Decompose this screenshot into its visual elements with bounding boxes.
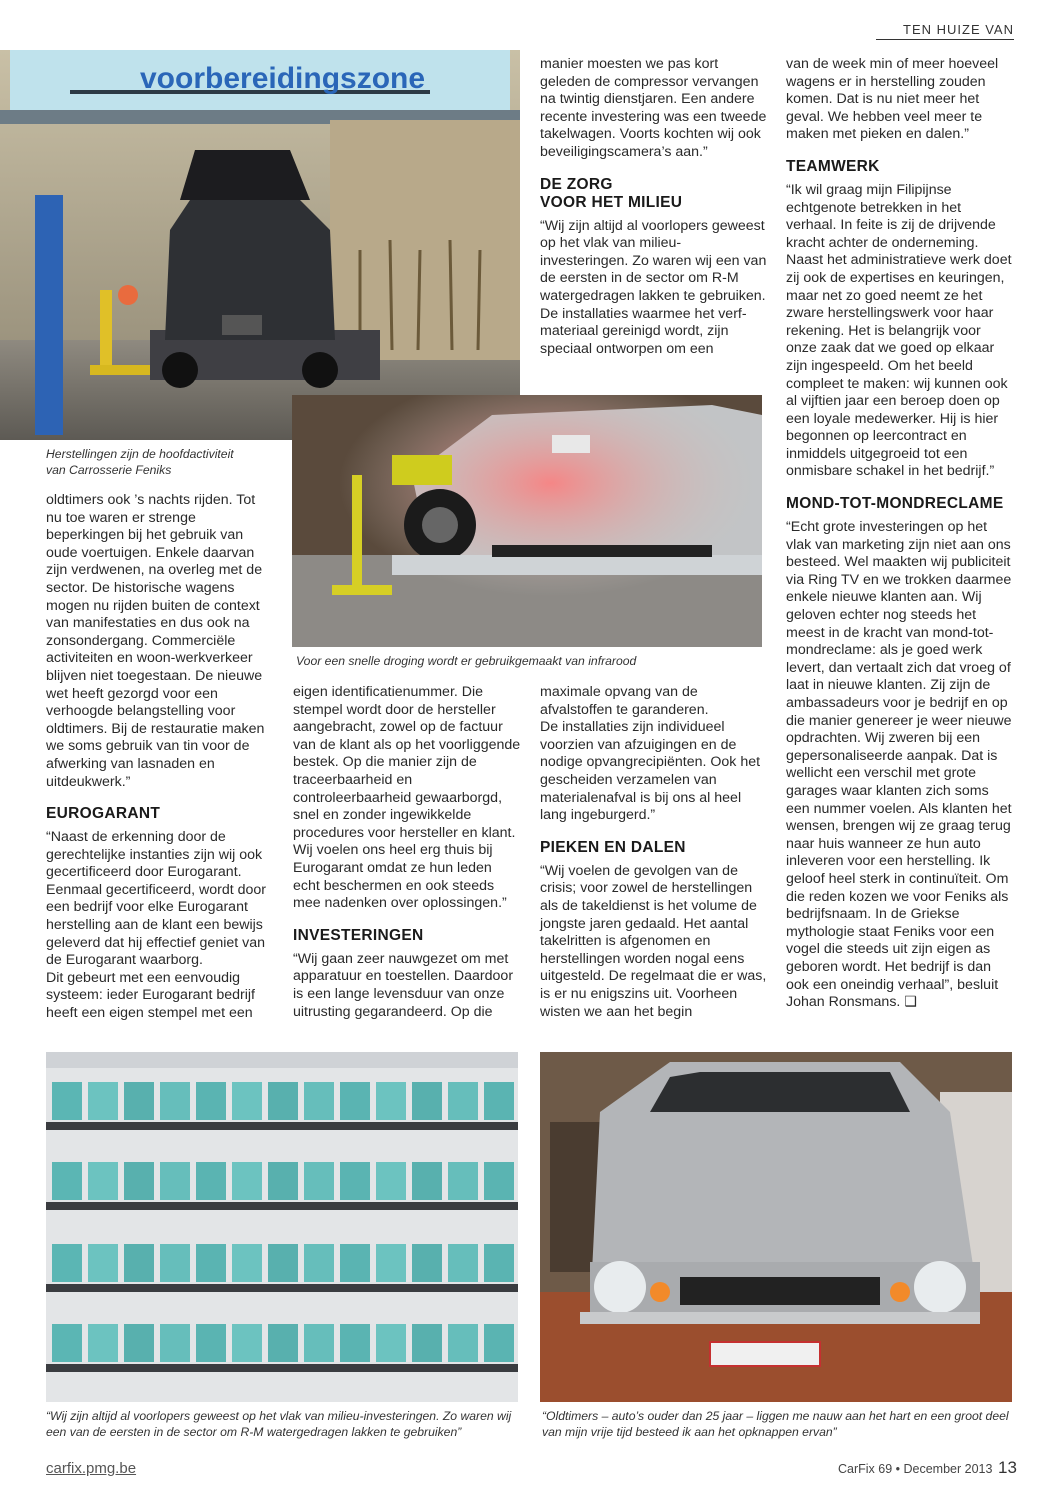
page-number: 13 [998,1458,1017,1477]
column-1 [46,492,274,1023]
end-mark-icon: ❑ [904,994,918,1011]
col4-mond-text [786,519,1014,1012]
col3-milieu-text: “Wij zijn altijd al voorlopers geweest op het vlak van milieu-investeringen. Zo waren wij een van de eersten in de sector om R-M watergedragen lakken te gebruiken. De installaties waarmee het verf-materiaal gereinigd wordt, zijn speciaal ontworpen om een [540,217,767,357]
mond-heading: MOND-TOT-MONDRECLAME [786,495,1004,513]
booth-sign-text: voorbereidingszone [140,62,426,95]
oldtimer-photo [540,1052,1012,1402]
col2-eurogarant-text: eigen identificatienummer. Die stempel wordt door de hersteller aangebracht, zowel op de factuur van de klant als op het voorliggende bestek. Op die manier zijn de traceerbaarheid en controleerbaarheid gewaarborgd, snel en zonder ingewikkelde procedures voor hersteller en klant. Wij voelen ons heel erg thuis bij Eurogarant omdat ze hun leden echt beschermen en ook steeds mee nadenken over oplossingen.” [293,684,521,912]
oldtimer-photo-caption: “Oldtimers – auto’s ouder dan 25 jaar – liggen me nauw aan het hart en een groot deel van mijn vrije tijd besteed ik aan het opknappen ervan” [542,1409,1009,1439]
infrared-photo [292,395,762,647]
infrared-photo-image [292,395,762,647]
oldtimer-image [540,1052,1012,1402]
col4-mond-body: “Echt grote investeringen op het vlak van marketing zijn niet aan ons besteed. Wel maakten wij publiciteit via Ring TV en we trokken daarmee enkele nieuwe klanten aan. Wij geloven echter nog steeds het meest in de kracht van mond-tot-mondreclame: als je goed werk levert, dan vertaalt zich dat vroeg of laat in nieuwe klanten. Zij zijn de ambassadeurs voor je bedrijf en op die manier genereer je weer nieuwe opdrachten. Wij zweren bij een gepersonaliseerde aanpak. Dat is wellicht een verschil met grote garages waar klanten zich soms een nummer voelen. Als klanten het wensen, brengen wij ze graag terug naar huis wanneer ze hun auto inleveren voor een herstelling. Ik geloof heel sterk in continuïteit. Om die reden kozen we voor Feniks als bedrijfsnaam. In de Griekse mythologie staat Feniks voor een vogel die steeds uit zijn eigen as geboren wordt. Het bedrijf is dan ook een oneindig verhaal”, besluit Johan Ronsmans. [786,519,1012,1011]
col3-bottom-text-1: maximale opvang van de afvalstoffen te garanderen. [540,684,709,718]
investeringen-heading: INVESTERINGEN [293,926,424,944]
paint-photo-caption: “Wij zijn altijd al voorlopers geweest op het vlak van milieu-investeringen. Zo waren wij een van de eersten in de sector om R-M watergedragen lakken te gebruiken” [46,1409,512,1439]
col1-intro: oldtimers ook ’s nachts rijden. Tot nu toe waren er strenge beperkingen bij het gebruik van oude voertuigen. Enkele daarvan zijn verdwenen, na overleg met de sector. De historische wagens mogen nu rijden buiten de context van manifestaties en dus ook na zonsondergang. Commerciële activiteiten en woon-werkverkeer blijven niet toegestaan. De nieuwe wet heeft gezorgd voor een verhoogde belangstelling voor oldtimers. Bij de restauratie maken we soms gebruik van tin voor de afwerking van lasnaden en uitdeukwerk.” [46,492,265,790]
paint-shelves-image [46,1052,518,1402]
eurogarant-heading: EUROGARANT [46,805,161,823]
col3-pieken-text: “Wij voelen de gevolgen van de crisis; voor zowel de herstellingen als de takeldienst is het volume de jongste jaren gedaald. Het aantal takelritten is afgenomen en herstellingen worden nogal eens uitgesteld. De regelmaat die er was, is er nu enigszins uit. Voorheen wisten we aan het begin [540,862,767,1020]
footer-url[interactable]: carfix.pmg.be [46,1460,137,1477]
milieu-heading-line-1: DE ZORG [540,175,613,193]
col1-eurogarant-text-2: Dit gebeurt met een eenvoudig systeem: ieder Eurogarant bedrijf heeft een eigen stempel met een [46,969,255,1022]
col3-top-text: manier moesten we pas kort geleden de compressor vervangen na twintig dienstjaren. Een andere recente investering was een tweede takelwagen. Voorts kochten wij ook beveiligingscamera’s aan.” [540,56,767,160]
booth-photo-caption: Herstellingen zijn de hoofdactiviteit van Carrosserie Feniks [46,447,234,477]
col3-bottom-text-2: De installaties zijn individueel voorzien van afzuigingen en de nodige opvangrecipiënten. Ook het gescheiden verzamelen van materialenafval is bij ons al heel lang ingeburgerd.” [540,719,761,824]
paint-shelves-photo [46,1052,518,1402]
footer-issue: CarFix 69 • December 2013 [838,1462,993,1476]
milieu-heading [540,176,768,212]
milieu-heading-line-2: VOOR HET MILIEU [540,193,683,211]
col4-top-text: van de week min of meer hoeveel wagens er in herstelling zouden komen. Dat is nu niet meer het geval. We hebben veel meer te maken met pieken en dalen.” [786,56,999,143]
col2-investeringen-text: “Wij gaan zeer nauwgezet om met apparatuur en toestellen. Daardoor is een lange levensduur van onze uitrusting gegarandeerd. Op die [293,950,514,1020]
pieken-heading: PIEKEN EN DALEN [540,838,686,856]
col4-teamwerk-text: “Ik wil graag mijn Filipijnse echtgenote betrekken in het verhaal. In feite is zij de drijvende kracht achter de onderneming. Naast het administratieve werk doet zij ook de expertises en keuringen, maar net zo goed neemt ze het zware herstellingswerk voor haar rekening. Het is belangrijk voor onze zaak dat we goed op elkaar zijn ingespeeld. Om het beeld compleet te maken: wij kunnen ook al vijftien jaar een beroep doen op een loyale medewerker. Hij is hier begonnen op leercontract en inmiddels uitgegroeid tot een onmisbare schakel in het bedrijf.” [786,181,1012,480]
booth-photo-image [0,50,520,440]
col1-eurogarant-text: “Naast de erkenning door de gerechtelijke instanties zijn wij ook gecertificeerd door Eurogarant. Eenmaal gecertificeerd, wordt door een bedrijf voor elke Eurogarant herstelling aan de klant een bewijs geleverd dat hij effectief geniet van de Eurogarant waarborg. [46,829,267,969]
column-2 [293,684,521,1021]
section-title: TEN HUIZE VAN [876,22,1014,40]
infrared-photo-caption: Voor een snelle droging wordt er gebruikgemaakt van infrarood [296,654,637,668]
column-4 [786,56,1014,1012]
column-3-bottom [540,684,768,1021]
teamwerk-heading: TEAMWERK [786,157,880,175]
booth-photo [0,50,520,440]
column-3-top [540,56,768,358]
